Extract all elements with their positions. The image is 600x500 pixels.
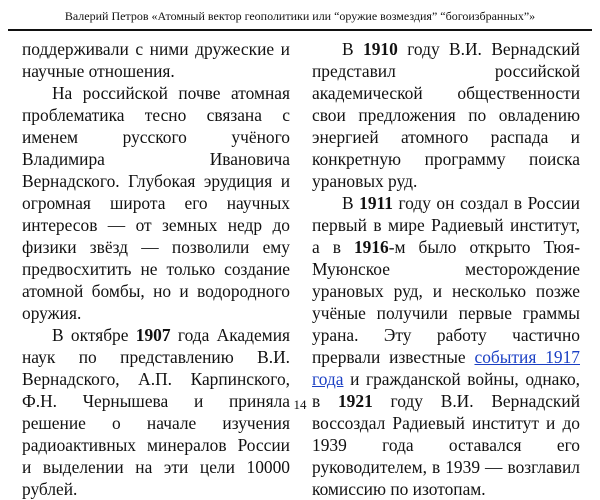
year-1911: 1911: [359, 193, 393, 213]
right-column: [312, 38, 580, 500]
document-page: [8, 5, 592, 499]
text-segment: году он создал в России первый в мире Радиевый институт, а в: [312, 193, 580, 257]
paragraph-1911: [312, 192, 580, 500]
year-1921: 1921: [337, 391, 373, 411]
text-segment: году В.И. Вернадский воссоздал Радиевый институт и до 1939 года оставался его руководителем, в 1939 — возглавил комиссию по изотопам.: [312, 391, 580, 499]
year-1916: 1916: [353, 237, 389, 257]
year-1910: 1910: [363, 39, 398, 59]
left-column: [22, 38, 290, 500]
year-1907: 1907: [135, 325, 171, 345]
text-segment: В октябре: [52, 325, 136, 345]
header-divider: [8, 29, 592, 31]
text-segment: -м было открыто Тюя-Муюнское месторождение урановых руд, и несколько позже учёные получили первые граммы урана. Эту работу частично прервали известные: [312, 237, 580, 367]
paragraph-vernadsky-intro: На российской почве атомная проблематика тесно связана с именем русского учёного Владимира Ивановича Вернадского. Глубокая эрудиция и огромная широта его научных интересов — от земных недр до физики звёзд — позволили ему предвосхитить не только создание атомной бомбы, но и водородного оружия.: [22, 83, 290, 323]
running-header: Валерий Петров «Атомный вектор геополитики или “оружие возмездия” “богоизбранных”»: [64, 9, 536, 23]
paragraph-continuation: поддерживали с ними дружеские и научные отношения.: [22, 39, 290, 81]
page-number: 14: [293, 397, 307, 412]
link-events-1917[interactable]: события 1917 года: [312, 347, 580, 389]
text-segment: В: [342, 193, 360, 213]
text-segment: года Академия наук по представлению В.И. Вернадского, А.П. Карпинского, Ф.Н. Чернышева и приняла решение о начале изучения радиоактивных минералов России и выделении на эти цели 10000 рублей.: [22, 325, 290, 499]
text-segment: году В.И. Вернадский представил российской академической общественности свои предложения по овладению энергией атомного распада и конкретную программу поиска урановых руд.: [312, 39, 580, 191]
text-segment: и гражданской войны, однако, в: [312, 369, 580, 411]
paragraph-1910: [312, 38, 580, 192]
text-segment: В: [342, 39, 364, 59]
